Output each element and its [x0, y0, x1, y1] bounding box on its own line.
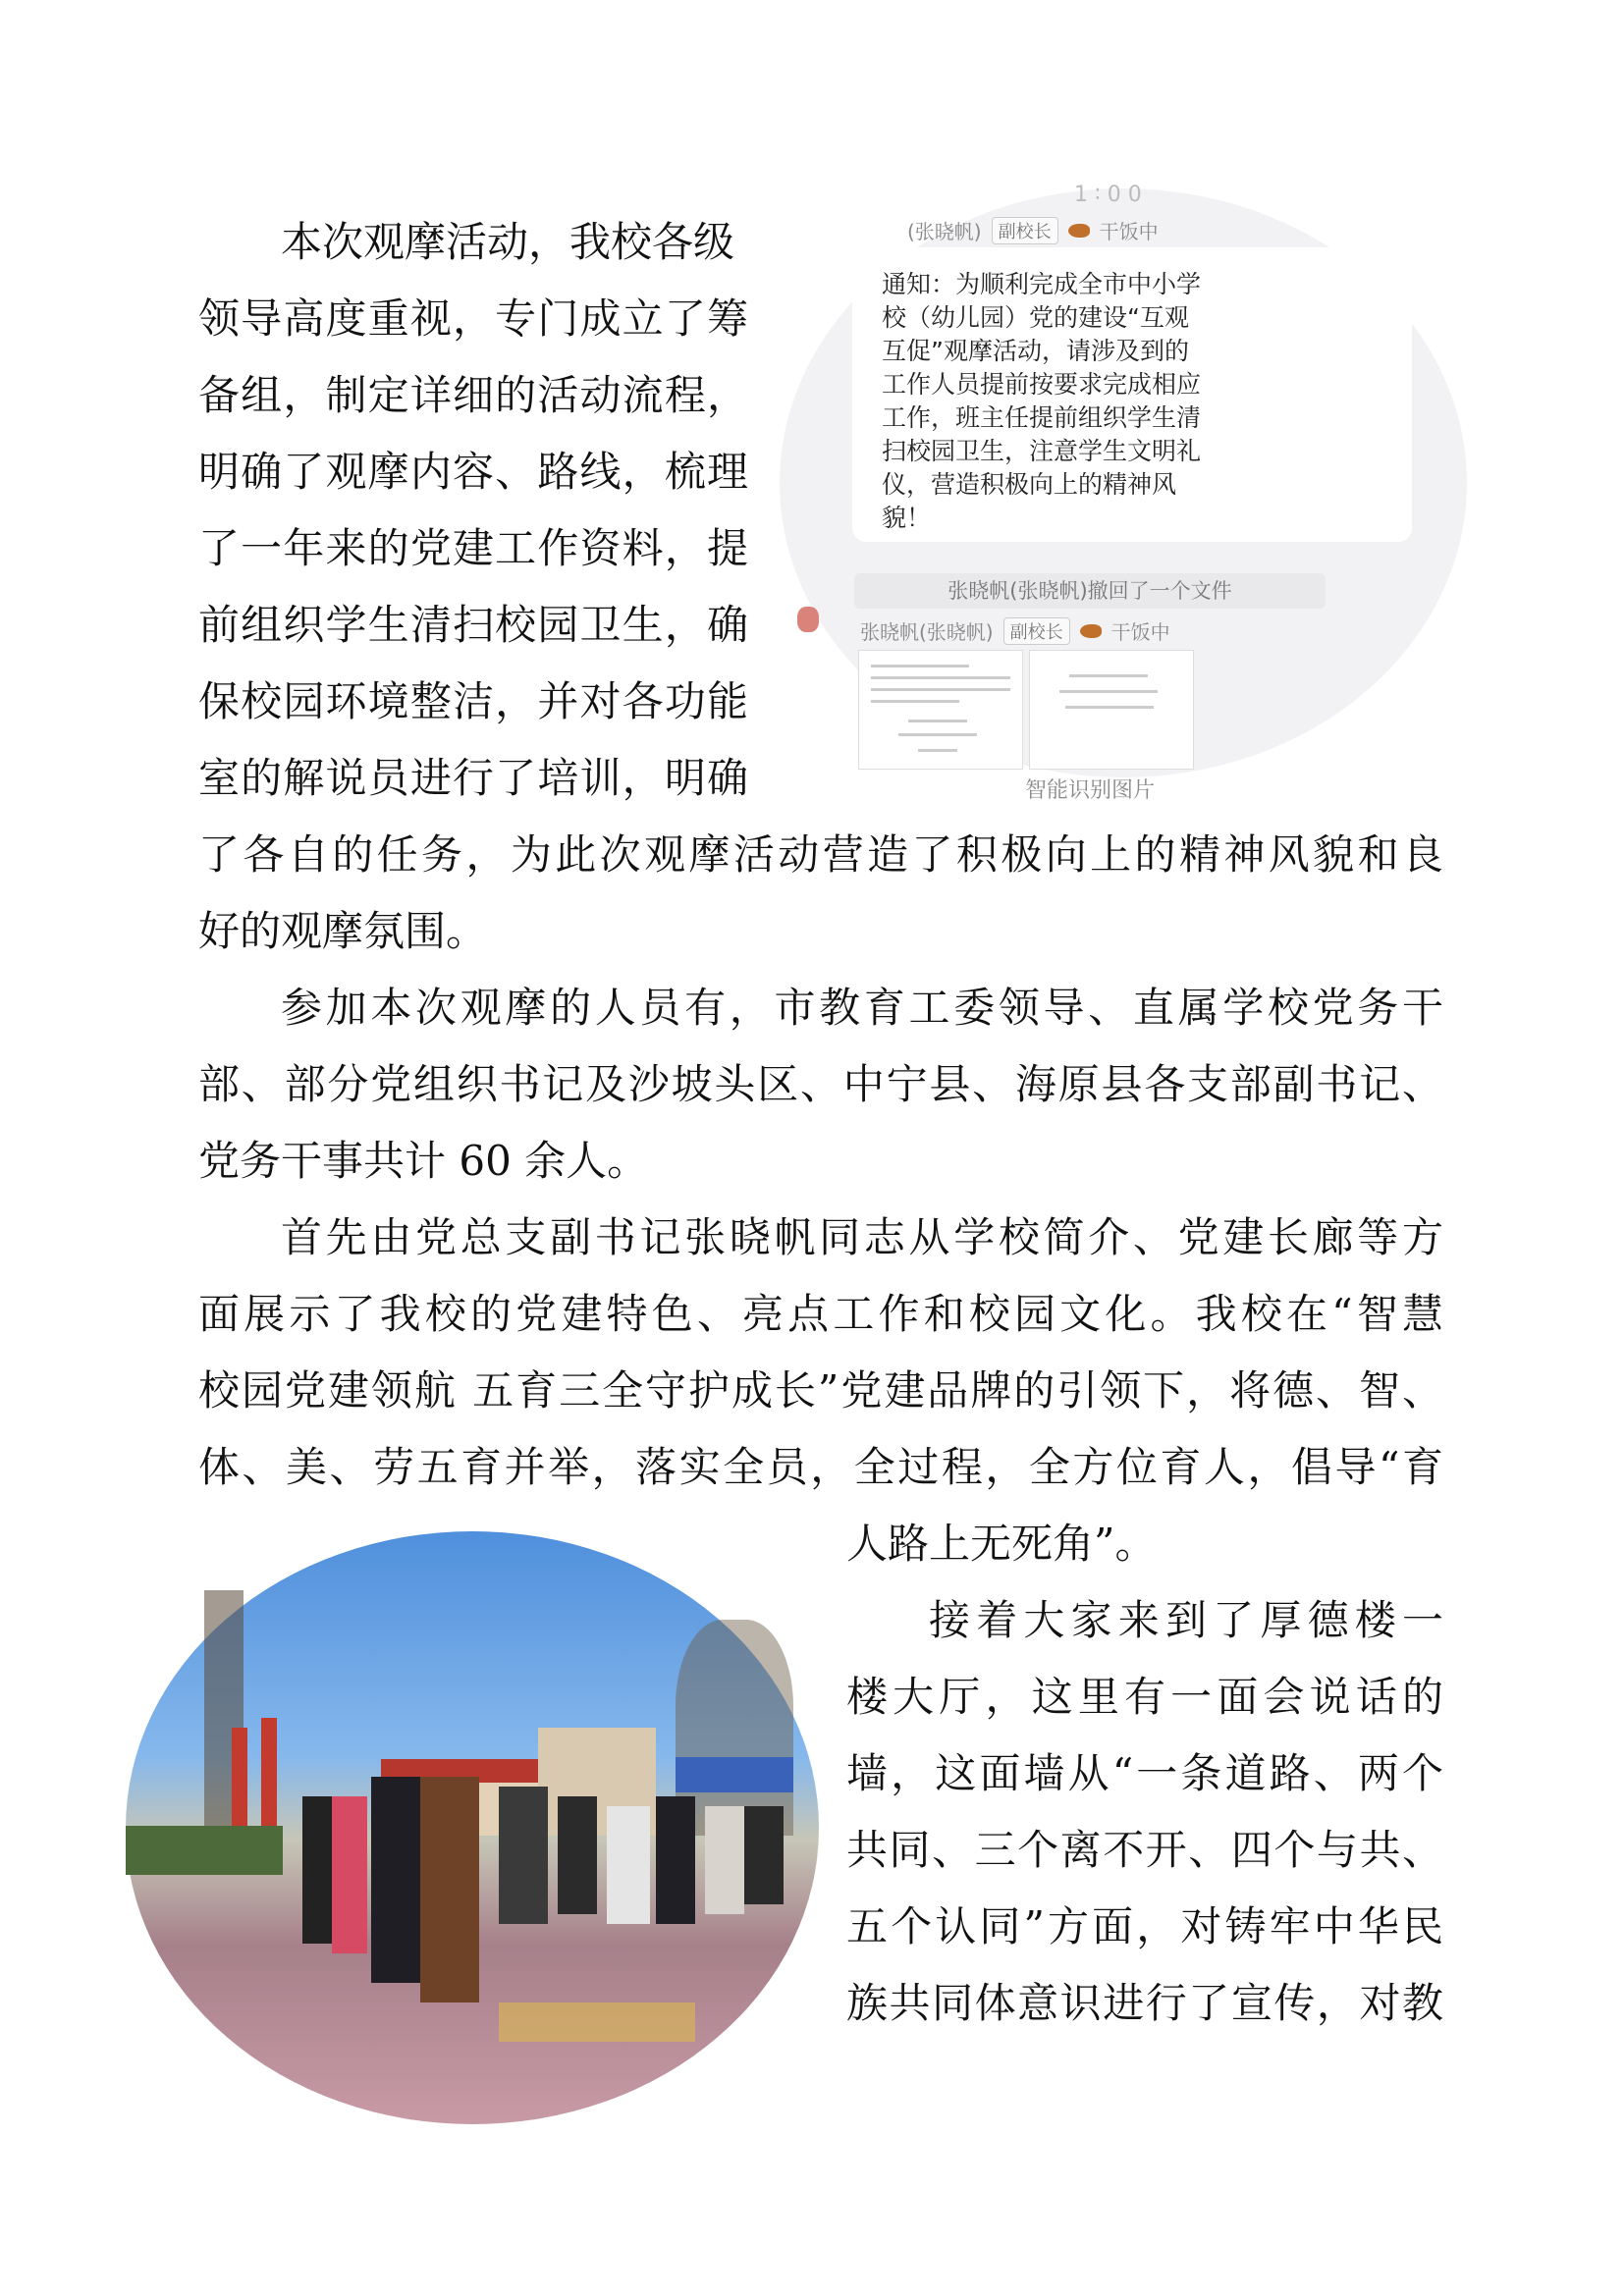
role-badge-bottom: 副校长: [1003, 617, 1070, 645]
para1-line-5: 了一年来的党建工作资料，提: [198, 524, 748, 572]
para3-line-1: 首先由党总支副书记张晓帆同志从学校简介、党建长廊等方: [281, 1213, 1443, 1261]
avatar: [797, 607, 819, 632]
message-bubble[interactable]: [852, 247, 1412, 542]
chat-sender-name: (张晓帆): [907, 220, 982, 243]
chat-bottom-text: 智能识别图片: [1025, 778, 1156, 803]
bubble-line-2: 校（幼儿园）党的建设“互观: [882, 303, 1189, 332]
para1-line-8: 室的解说员进行了培训，明确: [198, 754, 748, 802]
recall-notice: 张晓帆(张晓帆)撤回了一个文件: [854, 573, 1326, 609]
para1-line-6: 前组织学生清扫校园卫生，确: [198, 601, 748, 649]
para3-line-3: 校园党建领航 五育三全守护成长”党建品牌的引领下，将德、智、: [198, 1366, 1443, 1415]
chat-sender-name-bottom: 张晓帆(张晓帆): [860, 620, 994, 644]
para1-line-1: 本次观摩活动，我校各级: [281, 218, 735, 266]
file-thumbnail-2[interactable]: [1029, 650, 1194, 770]
file-thumbnail-1[interactable]: [858, 650, 1023, 770]
bubble-line-5: 工作，班主任提前组织学生清: [882, 403, 1202, 432]
bubble-line-7: 仪，营造积极向上的精神风: [882, 470, 1177, 499]
bubble-line-1: 通知：为顺利完成全市中小学: [882, 270, 1202, 298]
para1-line-3: 备组，制定详细的活动流程，: [198, 371, 748, 419]
para2-line-1: 参加本次观摩的人员有，市教育工委领导、直属学校党务干: [281, 984, 1443, 1032]
para4-line-5: 五个认同”方面，对铸牢中华民: [846, 1902, 1443, 1950]
para2-line-3: 党务干事共计 60 余人。: [198, 1137, 649, 1185]
para1-full-line-2: 好的观摩氛围。: [198, 907, 488, 955]
chat-time: 1 ∶ 0 0: [1074, 183, 1142, 207]
bubble-line-6: 扫校园卫生，注意学生文明礼: [882, 437, 1202, 465]
para1-line-7: 保校园环境整洁，并对各功能: [198, 677, 748, 725]
chat-sender-row-bottom: [860, 616, 1170, 645]
para4-line-6: 族共同体意识进行了宣传，对教: [846, 1979, 1443, 2027]
bubble-line-3: 互促”观摩活动，请涉及到的: [882, 337, 1189, 365]
para1-line-2: 领导高度重视，专门成立了筹: [198, 294, 748, 343]
para1-full-line-1: 了各自的任务，为此次观摩活动营造了积极向上的精神风貌和良: [198, 830, 1443, 879]
para4-line-3: 墙，这面墙从“一条道路、两个: [846, 1749, 1443, 1797]
bubble-line-4: 工作人员提前按要求完成相应: [882, 370, 1202, 399]
para3-line-4: 体、美、劳五育并举，落实全员，全过程，全方位育人，倡导“育: [198, 1443, 1443, 1491]
chat-screenshot: [780, 183, 1467, 803]
para3-line-2: 面展示了我校的党建特色、亮点工作和校园文化。我校在“智慧: [198, 1290, 1443, 1338]
campus-visit-photo: [126, 1531, 819, 2124]
para3-line-5: 人路上无死角”。: [846, 1520, 1157, 1568]
para4-line-2: 楼大厅，这里有一面会说话的: [846, 1673, 1443, 1721]
para1-line-4: 明确了观摩内容、路线，梳理: [198, 448, 748, 496]
status-text: 干饭中: [1099, 220, 1159, 243]
drumstick-icon: [1068, 224, 1090, 238]
chat-sender-row-top: [907, 216, 1159, 244]
para4-line-4: 共同、三个离不开、四个与共、: [846, 1826, 1443, 1874]
status-text-bottom: 干饭中: [1110, 620, 1170, 644]
drumstick-icon-bottom: [1080, 624, 1102, 638]
bubble-line-8: 貌！: [882, 504, 932, 532]
para4-line-1: 接着大家来到了厚德楼一: [929, 1596, 1443, 1644]
para2-line-2: 部、部分党组织书记及沙坡头区、中宁县、海原县各支部副书记、: [198, 1060, 1443, 1108]
role-badge: 副校长: [992, 217, 1058, 244]
